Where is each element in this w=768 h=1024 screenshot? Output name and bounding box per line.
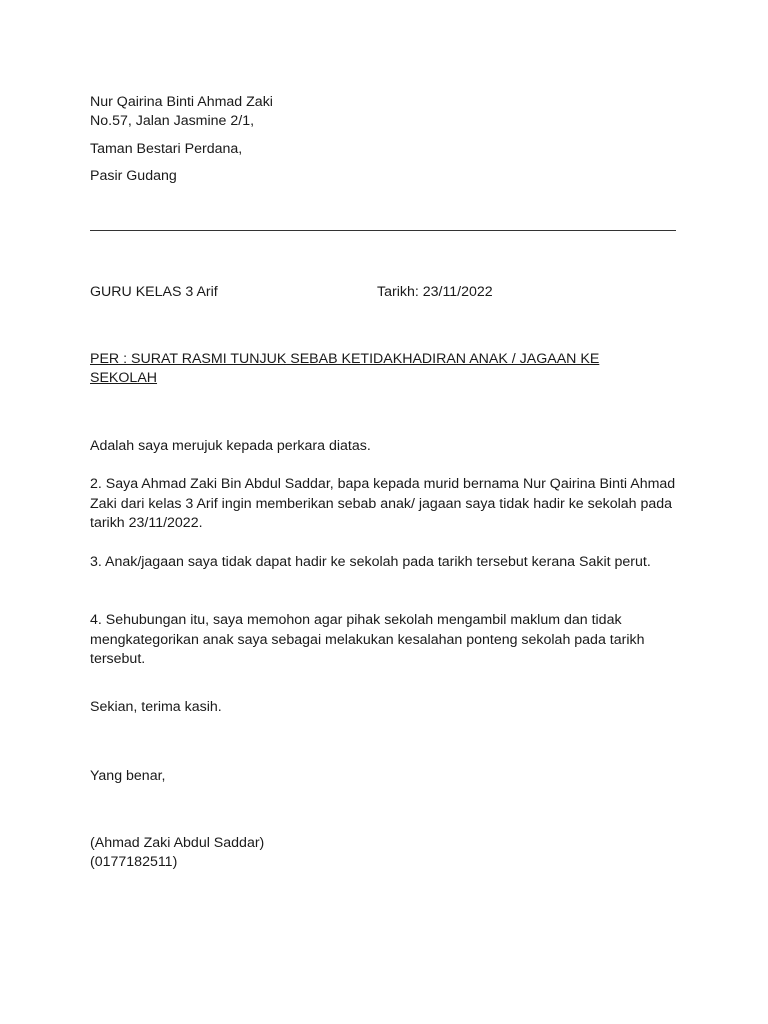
paragraph-4: 4. Sehubungan itu, saya memohon agar pihak sekolah mengambil maklum dan tidak mengkategorikan anak saya sebagai melakukan kesalahan ponteng sekolah pada tarikh tersebut. (90, 612, 645, 667)
sender-address-line1: No.57, Jalan Jasmine 2/1, (90, 113, 255, 129)
opening-paragraph: Adalah saya merujuk kepada perkara diatas. (90, 438, 371, 454)
sender-name: Nur Qairina Binti Ahmad Zaki (90, 94, 273, 110)
signatory-phone: (0177182511) (90, 854, 178, 870)
paragraph-3: 3. Anak/jagaan saya tidak dapat hadir ke sekolah pada tarikh tersebut kerana Sakit perut. (90, 554, 651, 570)
signatory-name: (Ahmad Zaki Abdul Saddar) (90, 835, 265, 851)
separator-line (90, 230, 676, 231)
paragraph-2: 2. Saya Ahmad Zaki Bin Abdul Saddar, bapa kepada murid bernama Nur Qairina Binti Ahmad Zaki dari kelas 3 Arif ingin memberikan sebab anak/ jagaan saya tidak hadir ke sekolah pada tarikh 23/11/2022. (90, 476, 676, 531)
letter-date: Tarikh: 23/11/2022 (377, 284, 493, 300)
closing-salutation: Yang benar, (90, 768, 166, 784)
sender-address-line2: Taman Bestari Perdana, (90, 141, 243, 157)
recipient: GURU KELAS 3 Arif (90, 284, 218, 300)
letter-subject: PER : SURAT RASMI TUNJUK SEBAB KETIDAKHADIRAN ANAK / JAGAAN KE SEKOLAH (90, 351, 600, 386)
thanks-line: Sekian, terima kasih. (90, 699, 222, 715)
sender-address-line3: Pasir Gudang (90, 168, 177, 184)
